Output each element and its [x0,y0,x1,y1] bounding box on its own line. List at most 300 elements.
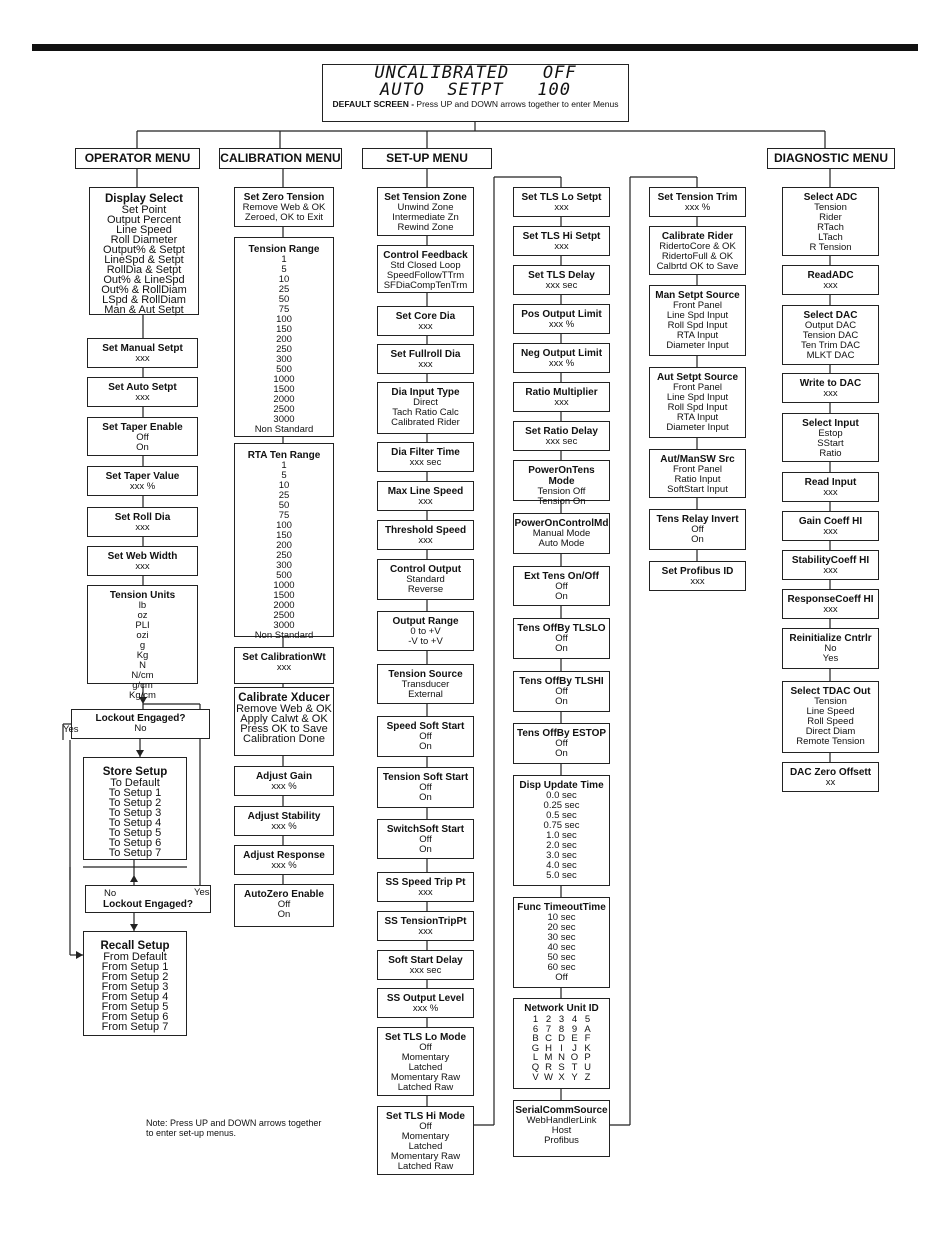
option-text: 200 [276,334,292,345]
option-text: Remove Web & OK [242,202,326,213]
option-text: 25 [278,490,290,501]
option-text: 75 [278,510,290,521]
menu-item-calibrate-xducer[interactable] [234,687,334,756]
item-title: Calibrate Rider [661,231,734,242]
option-text: Reverse [407,584,444,595]
network-id-value: K [584,1042,591,1054]
option-text: Ratio [819,448,842,459]
menu-item-select-input[interactable] [782,413,879,462]
menu-item-set-core-dia[interactable] [377,306,474,336]
option-text: Kg/cm [129,690,156,701]
menu-item-disp-update-time[interactable] [513,775,610,886]
network-id-value: B [532,1033,539,1045]
option-text: 50 [278,294,290,305]
option-text: 3000 [273,414,295,425]
network-id-value: C [545,1033,552,1045]
option-text: Line Speed [806,706,855,717]
item-title: Tens OffBy TLSHI [519,676,604,687]
menu-item-select-dac[interactable] [782,305,879,365]
item-title: Set TLS Lo Mode [384,1032,467,1043]
menu-item-control-feedback[interactable] [377,245,474,293]
menu-item-tension-source[interactable] [377,664,474,704]
menu-item-func-timeouttime[interactable] [513,897,610,988]
option-text: 500 [276,364,292,375]
option-text: To Setup 2 [108,797,162,809]
option-text: SFDiaCompTenTrm [383,280,468,291]
option-text: 2000 [273,600,295,611]
option-text: xxx [554,241,569,252]
menu-item-write-to-dac[interactable] [782,373,879,403]
option-text: 1500 [273,590,295,601]
network-id-value: Y [571,1071,578,1083]
option-text: oz [137,610,148,621]
option-text: 0.75 sec [543,820,580,831]
item-title: Set Manual Setpt [102,343,183,354]
lockout-engaged-top[interactable] [71,709,210,739]
option-text: Direct [413,397,438,408]
menu-item-tension-units[interactable] [87,585,198,701]
option-text: PLI [135,620,150,631]
menu-item-dia-filter-time[interactable] [377,442,474,472]
option-text: xxx [418,926,433,937]
menu-item-set-taper-enable[interactable] [87,417,198,456]
option-text: Roll Speed [807,716,854,727]
option-text: Out% & LineSpd [103,274,185,286]
option-text: Standard [406,574,445,585]
option-text: Transducer [401,679,450,690]
option-text: From Setup 5 [101,1001,169,1013]
option-text: Off [555,972,568,983]
item-title: Display Select [105,193,183,205]
option-text: xxx [823,526,838,537]
option-text: 1000 [273,374,295,385]
option-text: 10 [278,274,290,285]
option-text: Diameter Input [666,422,729,433]
network-id-value: O [570,1052,579,1064]
option-text: Remove Web & OK [236,703,332,715]
option-text: Off [419,782,432,793]
option-text: N [139,660,146,671]
item-title: Ext Tens On/Off [524,571,599,582]
option-text: xxx [823,388,838,399]
item-title: Set TLS Hi Mode [386,1111,465,1122]
item-title: Tension Units [109,590,176,601]
item-title: Func TimeoutTime [517,902,606,913]
lockout-bottom-yes: Yes [194,887,210,898]
menu-item-reinitialize-cntrlr[interactable] [782,628,879,669]
network-id-value: G [531,1042,540,1054]
item-title: Write to DAC [799,378,862,389]
option-text: 1 [281,254,287,265]
item-title: Set CalibrationWt [242,652,326,663]
option-text: Off [555,633,568,644]
menu-item-set-profibus-id[interactable] [649,561,746,591]
option-text: xxx [135,353,150,364]
menu-item-neg-output-limit[interactable] [513,343,610,373]
item-title: Calibrate Xducer [238,692,330,704]
calibration-menu-header[interactable]: CALIBRATION MENU [219,148,342,169]
setup-menu-header[interactable]: SET-UP MENU [362,148,492,169]
option-text: RidertoCore & OK [659,241,736,252]
menu-item-serialcommsource[interactable] [513,1100,610,1157]
menu-item-set-tls-hi-setpt[interactable] [513,226,610,256]
option-text: 1 [281,460,287,471]
option-text: Momentary Raw [390,1072,461,1083]
option-text: From Setup 1 [101,961,169,973]
option-text: On [419,792,432,803]
menu-item-set-manual-setpt[interactable] [87,338,198,368]
item-title: Control Output [389,564,462,575]
menu-item-aut-setpt-source[interactable] [649,367,746,438]
menu-item-readadc[interactable] [782,265,879,295]
option-text: Line Speed [116,224,172,236]
option-text: RTA Input [676,330,719,341]
item-title: SS Output Level [386,993,465,1004]
item-title: Set TLS Hi Setpt [522,231,601,242]
menu-item-set-tension-zone[interactable] [377,187,474,236]
option-text: xxx [823,604,838,615]
menu-item-ratio-multiplier[interactable] [513,382,610,412]
option-text: From Setup 4 [101,991,169,1003]
option-text: RidertoFull & OK [661,251,734,262]
option-text: To Setup 3 [108,807,162,819]
option-text: xxx [418,887,433,898]
option-text: Tension Off [537,486,586,497]
option-text: Off [277,899,291,910]
item-title: Set Web Width [107,551,178,562]
menu-item-stabilitycoeff-hi[interactable] [782,550,879,580]
option-text: Off [419,834,432,845]
option-text: Momentary [401,1131,450,1142]
option-text: Output DAC [804,320,857,331]
menu-item-adjust-response[interactable] [234,845,334,875]
option-text: Tension [814,696,847,707]
item-title: Aut Setpt Source [656,372,739,383]
option-text: Output Percent [107,214,181,226]
menu-item-dia-input-type[interactable] [377,382,474,434]
option-text: RTach [817,222,844,233]
option-text: To Setup 5 [108,827,162,839]
option-text: To Setup 6 [108,837,162,849]
item-title: Set Core Dia [395,311,456,322]
item-title: Adjust Gain [255,771,313,782]
menu-item-autozero-enable[interactable] [234,884,334,927]
menu-item-store-setup[interactable] [83,757,187,860]
option-text: Tension DAC [802,330,859,341]
option-text: 100 [276,520,292,531]
option-text: LTach [818,232,843,243]
menu-item-select-adc[interactable] [782,187,879,256]
menu-item-set-roll-dia[interactable] [87,507,198,537]
option-text: 1500 [273,384,295,395]
option-text: Unwind Zone [397,202,454,213]
option-text: Auto Mode [538,538,585,549]
menu-item-dac-zero-offsett[interactable] [782,762,879,792]
option-text: Latched Raw [397,1082,454,1093]
option-text: xxx [823,280,838,291]
lcd-line-1: UNCALIBRATED OFF [374,63,577,83]
option-text: On [691,534,704,545]
option-text: xxx [823,487,838,498]
option-text: Rewind Zone [397,222,454,233]
option-text: g [139,640,146,651]
diagnostic-menu-header[interactable]: DIAGNOSTIC MENU [767,148,895,169]
menu-item-pos-output-limit[interactable] [513,304,610,334]
option-text: 0 to +V [410,626,441,637]
item-title: Set Tension Trim [657,192,738,203]
menu-item-poweroncontrolmd[interactable] [513,513,610,554]
option-text: 250 [276,550,292,561]
option-text: Roll Diameter [110,234,178,246]
option-text: 2000 [273,394,295,405]
option-text: Remote Tension [796,736,865,747]
option-text: To Setup 7 [108,847,162,859]
menu-item-ss-output-level[interactable] [377,988,474,1018]
menu-item-adjust-gain[interactable] [234,766,334,796]
item-title: Output Range [392,616,459,627]
lcd-line-2: AUTO SETPT 100 [379,80,572,100]
menu-item-network-unit-id[interactable] [513,998,610,1089]
item-title: Aut/ManSW Src [660,454,735,465]
lockout-top-yes: Yes [63,724,79,735]
option-text: xxx [554,202,569,213]
menu-item-threshold-speed[interactable] [377,520,474,550]
menu-item-set-auto-setpt[interactable] [87,377,198,407]
menu-item-rta-ten-range[interactable] [234,443,334,641]
option-text: Off [419,1121,432,1132]
menu-item-select-tdac-out[interactable] [782,681,879,753]
item-title: AutoZero Enable [243,889,324,900]
option-text: 200 [276,540,292,551]
item-title: SerialCommSource [515,1105,608,1116]
item-title: SwitchSoft Start [386,824,465,835]
menu-item-set-fullroll-dia[interactable] [377,344,474,374]
network-id-value: E [571,1033,578,1045]
menu-item-output-range[interactable] [377,611,474,651]
option-text: Roll Spd Input [667,402,728,413]
menu-item-set-calibrationwt[interactable] [234,647,334,684]
menu-item-speed-soft-start[interactable] [377,716,474,757]
menu-item-ss-tensiontrippt[interactable] [377,911,474,941]
network-id-value: 2 [545,1014,552,1025]
option-text: Press OK to Save [240,723,328,735]
option-text: On [136,442,149,453]
option-text: Host [551,1125,572,1136]
option-text: Output% & Setpt [103,244,185,256]
network-id-value: Q [531,1061,540,1073]
option-text: No [824,643,837,654]
menu-item-set-zero-tension[interactable] [234,187,334,227]
lockout-engaged-bottom[interactable] [85,885,211,913]
item-title: Select ADC [803,192,858,203]
option-text: Calibrated Rider [391,417,460,428]
option-text: 150 [276,530,292,541]
operator-menu-header[interactable]: OPERATOR MENU [75,148,200,169]
menu-item-powerontens-mode[interactable] [513,460,610,507]
option-text: Estop [818,428,843,439]
item-title: Select Input [802,418,859,429]
menu-item-display-select[interactable] [89,187,199,315]
menu-item-tension-range[interactable] [234,237,334,437]
option-text: On [419,844,432,855]
menu-item-recall-setup[interactable] [83,931,187,1036]
option-text: Rider [819,212,842,223]
menu-item-calibrate-rider[interactable] [649,226,746,275]
option-text: 50 sec [547,952,576,963]
menu-item-man-setpt-source[interactable] [649,285,746,356]
item-title: Select TDAC Out [790,686,871,697]
option-text: 500 [276,570,292,581]
item-title: Dia Filter Time [391,447,460,458]
menu-item-set-taper-value[interactable] [87,466,198,496]
default-screen-caption: DEFAULT SCREEN - Press UP and DOWN arrows together to enter Menus [332,99,619,109]
option-text: Out% & RollDiam [101,284,187,296]
option-text: 0.0 sec [546,790,577,801]
option-text: Std Closed Loop [390,260,461,271]
item-title: ResponseCoeff HI [787,594,874,605]
menu-item-ext-tens-on-off[interactable] [513,566,610,606]
lockout-no: No [104,888,117,899]
option-text: LineSpd & Setpt [104,254,184,266]
option-text: Momentary Raw [390,1151,461,1162]
option-text: xxx % [129,481,156,492]
menu-item-control-output[interactable] [377,559,474,600]
lockout-no: No [134,723,147,734]
option-text: R Tension [809,242,852,253]
menu-item-set-tls-hi-mode[interactable] [377,1106,474,1175]
option-text: On [419,741,432,752]
item-title: Tens OffBy TLSLO [517,623,606,634]
menu-item-set-web-width[interactable] [87,546,198,576]
option-text: Tach Ratio Calc [392,407,459,418]
item-title: Set Tension Zone [384,192,467,203]
item-title: Disp Update Time [519,780,604,791]
menu-item-tens-relay-invert[interactable] [649,509,746,550]
option-text: xxx [418,321,433,332]
network-id-value: V [532,1071,539,1083]
option-text: xxx % [271,860,297,871]
item-title: Lockout Engaged? [95,713,186,724]
option-text: xxx % [548,358,575,369]
network-id-value: 6 [532,1023,539,1035]
option-text: On [555,748,568,759]
item-title: RTA Ten Range [247,450,321,461]
option-text: Ratio Input [674,474,721,485]
option-text: xxx [418,496,433,507]
option-text: xxx [823,565,838,576]
network-id-value: 5 [584,1014,591,1025]
network-id-value: I [560,1042,563,1054]
option-text: xxx [135,522,150,533]
menu-item-tension-soft-start[interactable] [377,767,474,808]
option-text: ozi [136,630,149,641]
option-text: xxx [135,561,150,572]
menu-item-responsecoeff-hi[interactable] [782,589,879,619]
menu-item-aut-mansw-src[interactable] [649,449,746,498]
menu-item-set-ratio-delay[interactable] [513,421,610,451]
menu-item-tens-offby-tlshi[interactable] [513,671,610,712]
option-text: N/cm [131,670,154,681]
option-text: Front Panel [672,300,723,311]
option-text: Off [419,731,432,742]
option-text: Zeroed, OK to Exit [244,212,324,223]
item-title: Tens OffBy ESTOP [516,728,607,739]
option-text: xxx % [684,202,711,213]
item-title: Adjust Response [243,850,325,861]
option-text: 25 [278,284,290,295]
item-title: Control Feedback [383,250,468,261]
menu-item-set-tls-lo-mode[interactable] [377,1027,474,1096]
option-text: 4.0 sec [546,860,577,871]
option-text: 150 [276,324,292,335]
option-text: Off [555,686,568,697]
menu-item-adjust-stability[interactable] [234,806,334,836]
menu-item-tens-offby-estop[interactable] [513,723,610,764]
option-text: Apply Calwt & OK [240,713,328,725]
option-text: On [555,643,568,654]
menu-item-max-line-speed[interactable] [377,481,474,511]
option-text: xxx sec [545,436,578,447]
network-id-value: J [572,1042,577,1054]
menu-item-ss-speed-trip-pt[interactable] [377,872,474,902]
item-title: Set Roll Dia [114,512,171,523]
network-id-value: 8 [558,1023,565,1035]
item-title: Set Profibus ID [661,566,734,577]
option-text: Off [136,432,149,443]
item-title: PowerOnControlMd [514,518,609,529]
option-text: External [408,689,443,700]
menu-item-set-tls-delay[interactable] [513,265,610,295]
menu-item-switchsoft-start[interactable] [377,819,474,859]
item-title: Speed Soft Start [386,721,465,732]
option-text: 5 [281,264,287,275]
menu-item-tens-offby-tlslo[interactable] [513,618,610,659]
item-title: Set Fullroll Dia [390,349,461,360]
network-id-value: 7 [545,1023,552,1035]
option-text: Off [691,524,704,535]
option-text: From Setup 7 [101,1021,169,1033]
item-title: Read Input [804,477,857,488]
option-text: xxx [418,359,433,370]
menu-item-soft-start-delay[interactable] [377,950,474,980]
option-text: On [555,591,568,602]
option-text: xxx sec [409,457,442,468]
network-id-value: F [584,1033,591,1045]
option-text: Momentary [401,1052,450,1063]
option-text: Yes [822,653,839,664]
option-text: 5.0 sec [546,870,577,881]
item-title: StabilityCoeff HI [791,555,870,566]
item-title: Tension Soft Start [382,772,469,783]
item-title: Set Taper Enable [102,422,183,433]
option-text: 0.25 sec [543,800,580,811]
network-id-value: P [584,1052,591,1064]
option-text: Latched Raw [397,1161,454,1172]
item-title: Set Zero Tension [243,192,325,203]
menu-item-read-input[interactable] [782,472,879,502]
item-title: Set TLS Delay [528,270,595,281]
item-title: DAC Zero Offsett [789,767,872,778]
option-text: Line Spd Input [666,310,729,321]
menu-item-set-tension-trim[interactable] [649,187,746,217]
menu-item-gain-coeff-hi[interactable] [782,511,879,541]
menu-item-set-tls-lo-setpt[interactable] [513,187,610,217]
item-title: Select DAC [803,310,858,321]
option-text: On [277,909,291,920]
network-id-value: 1 [532,1014,539,1025]
item-title: Set Taper Value [105,471,180,482]
option-text: From Setup 3 [101,981,169,993]
